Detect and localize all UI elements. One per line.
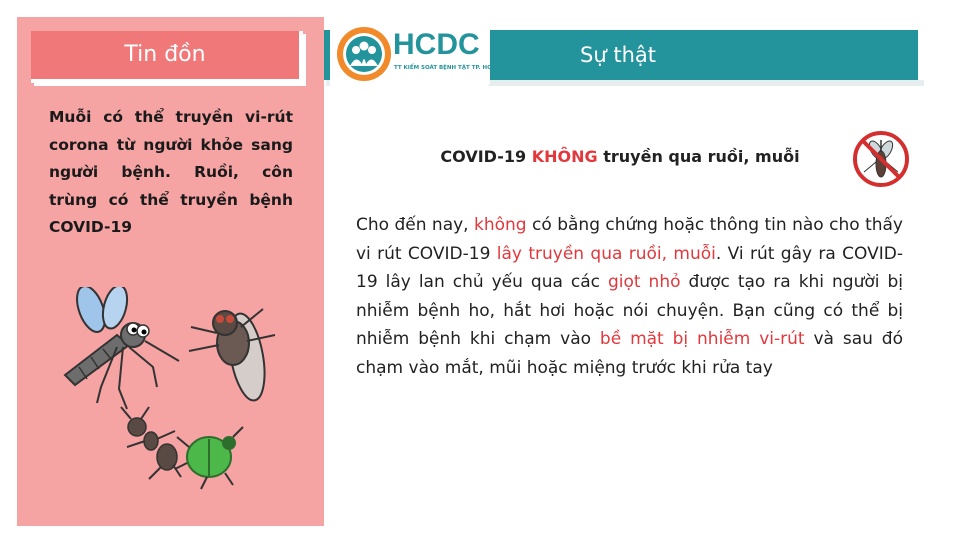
headline-part: truyền qua ruồi, muỗi: [597, 147, 800, 166]
rumor-header-label: Tin đồn: [124, 42, 206, 67]
body-text-segment: được tạo ra khi người bị nhiễm bệnh ho, hắt hơi hoặc nói chuyện. Bạn cũng có thể bị nhiễm bệnh khi chạm vào: [356, 272, 903, 349]
logo-title: HCDC: [393, 28, 480, 61]
body-highlight: bề mặt bị nhiễm vi-rút: [599, 329, 805, 349]
fact-header-label: Sự thật: [580, 43, 656, 67]
body-highlight: giọt nhỏ: [607, 272, 681, 292]
body-highlight: lây truyền qua ruồi, muỗi: [496, 243, 716, 264]
hcdc-emblem-icon: [334, 24, 394, 84]
rumor-text: Muỗi có thể truyền vi-rút corona từ người khỏe sang người bệnh. Ruồi, côn trùng có thể truyền bệnh COVID-19: [49, 108, 293, 236]
body-text-segment: có bằng chứng hoặc thông tin nào cho thấy vi rút COVID-19: [356, 215, 903, 264]
fly-icon: [189, 309, 275, 403]
headline-emphasis: KHÔNG: [531, 147, 598, 166]
fact-headline: [380, 147, 860, 166]
no-mosquito-icon: [850, 128, 912, 190]
body-text-segment: và sau đó chạm vào mắt, mũi hoặc miệng trước khi rửa tay: [356, 329, 903, 378]
beetle-icon: [175, 427, 243, 489]
logo-subtitle: TT KIỂM SOÁT BỆNH TẬT TP. HCM: [394, 65, 497, 71]
ant-icon: [121, 407, 181, 479]
headline-part: COVID-19: [440, 147, 532, 166]
body-text-segment: . Vi rút gây ra COVID-19 lây lan chủ yếu qua các: [356, 243, 903, 292]
insects-illustration: [57, 287, 297, 497]
rumor-panel: [17, 17, 324, 526]
fact-paragraph: [356, 211, 903, 382]
rumor-header: [31, 31, 303, 83]
hcdc-logo: [330, 22, 497, 86]
body-highlight: không: [474, 215, 527, 235]
mosquito-icon: [65, 287, 179, 409]
body-text-segment: Cho đến nay,: [356, 215, 475, 235]
